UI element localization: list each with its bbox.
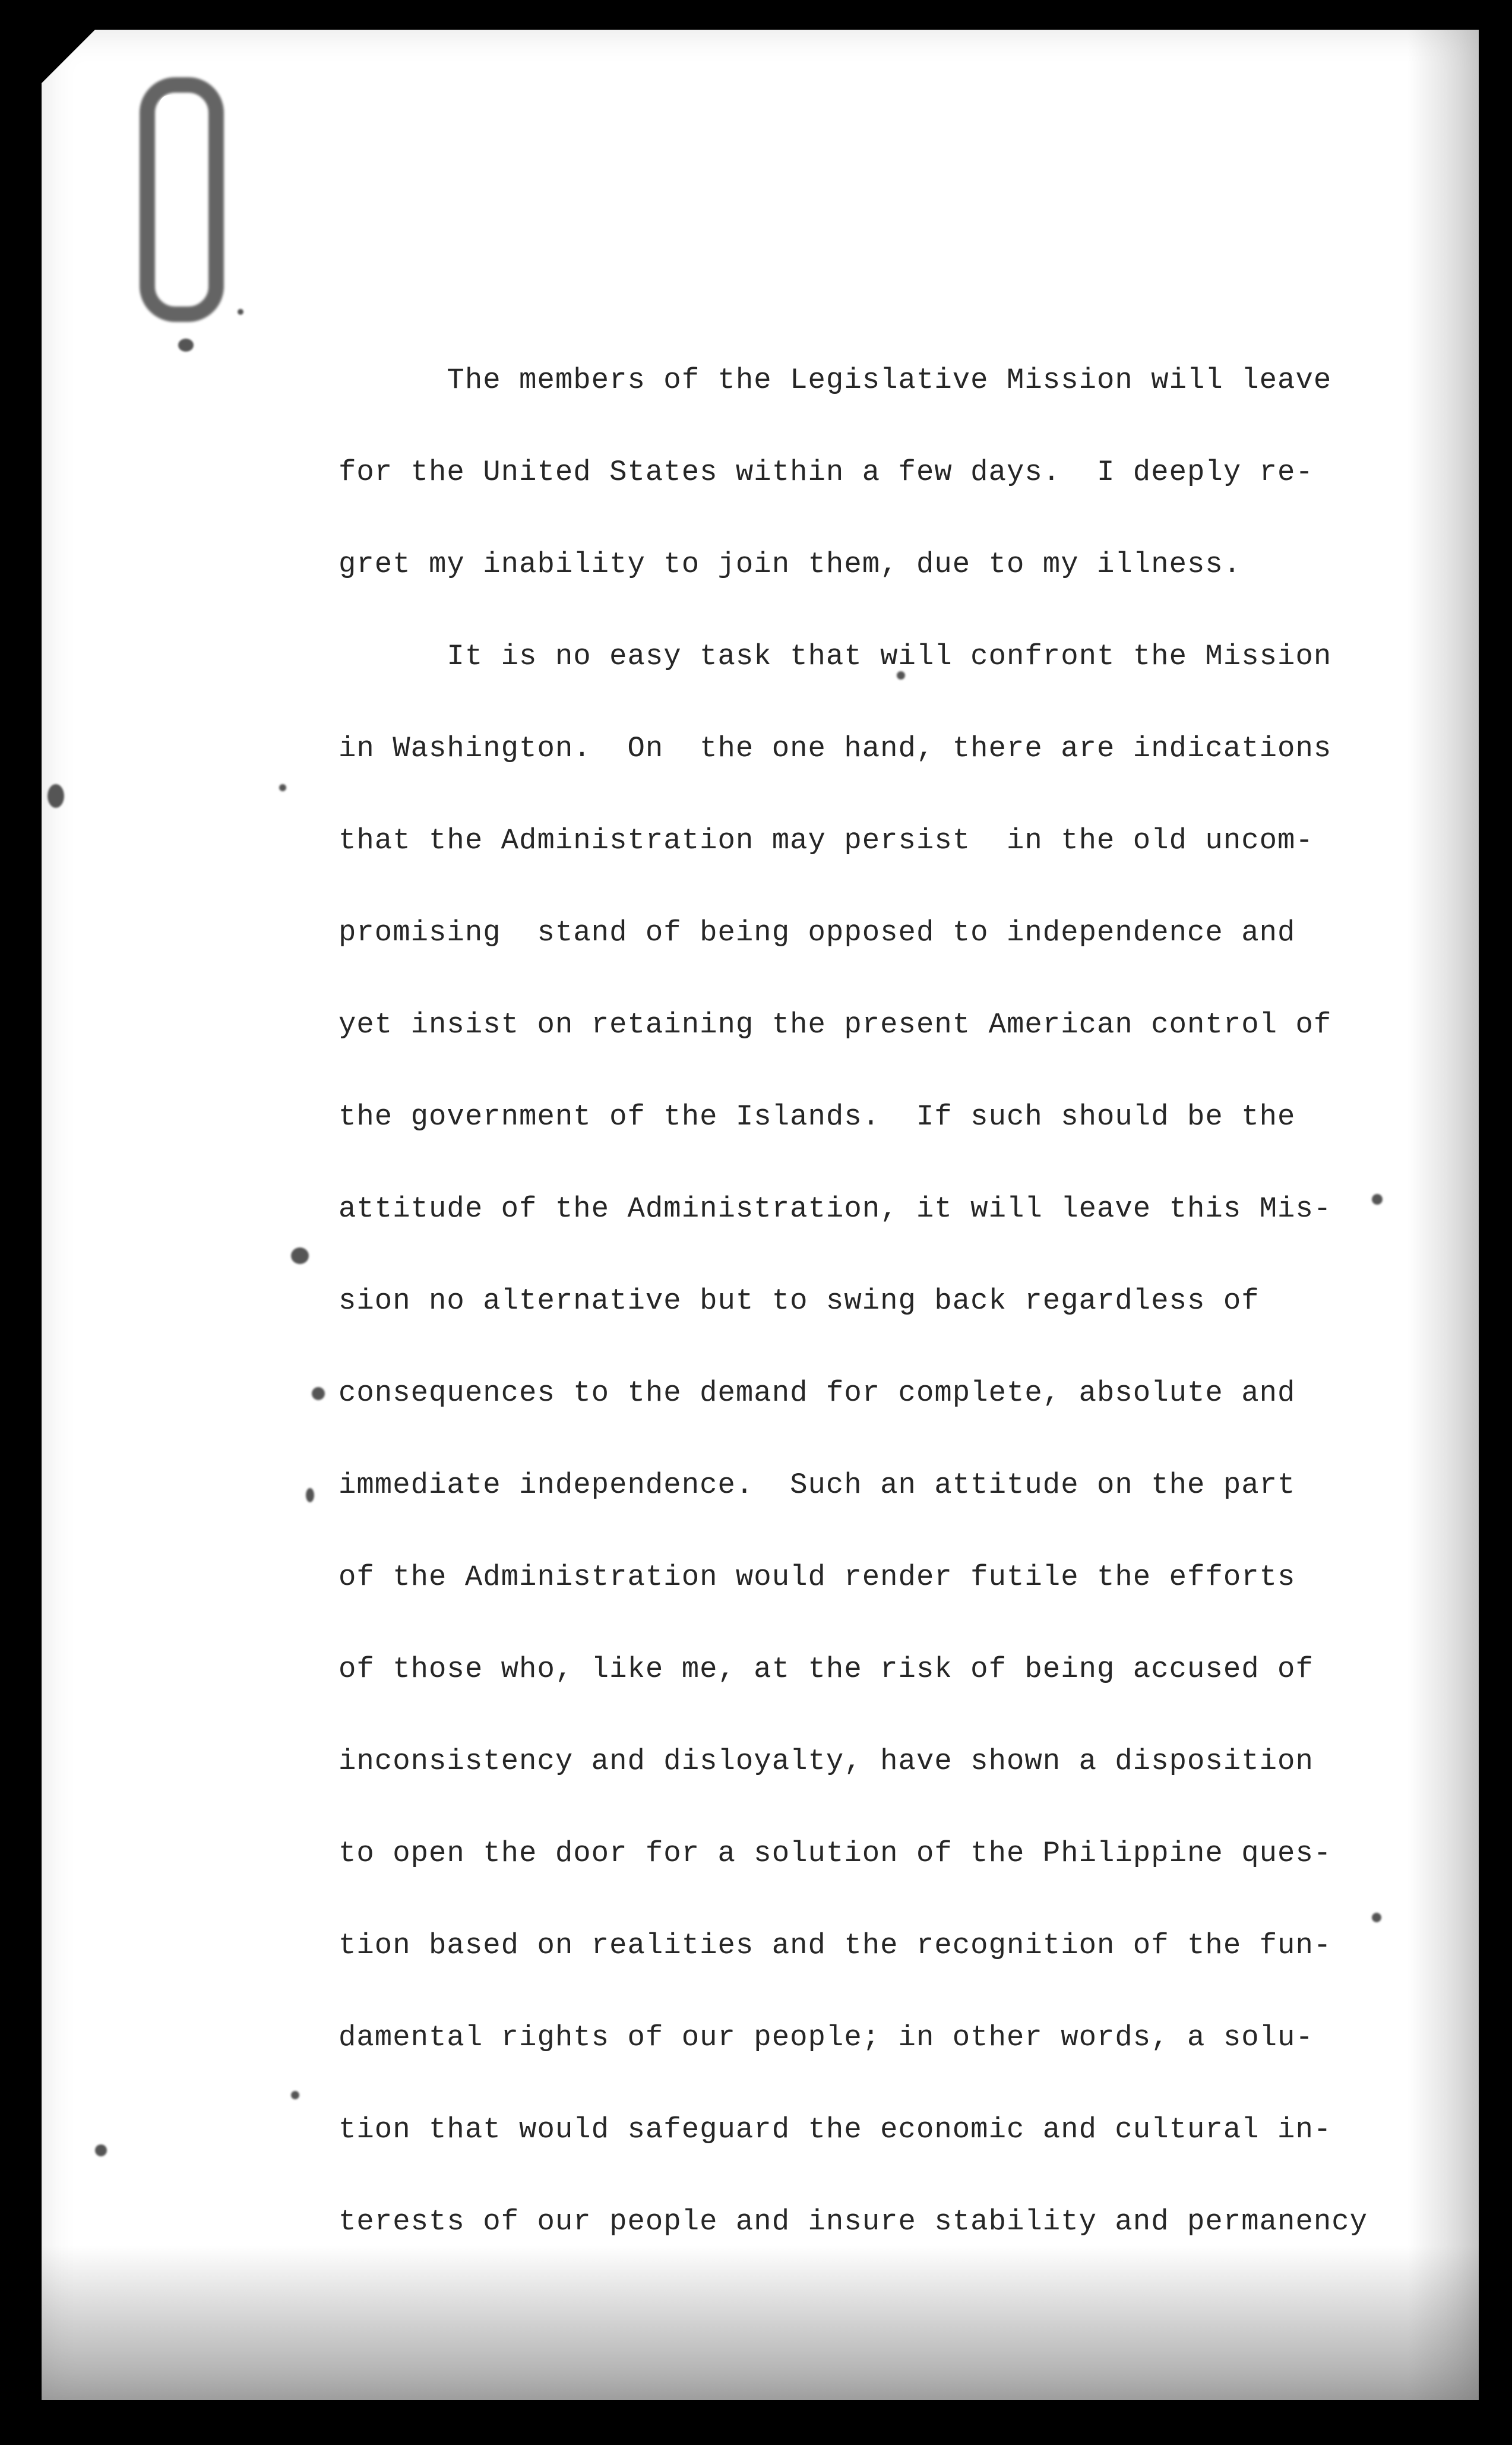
text-line: immediate independence. Such an attitude on the part: [339, 1468, 1296, 1502]
ink-speck: [178, 339, 194, 352]
ink-speck: [238, 309, 243, 315]
text-line: of those who, like me, at the risk of being accused of: [339, 1653, 1314, 1686]
ink-speck: [312, 1387, 325, 1400]
paper-clip-mark-inner: [159, 95, 179, 244]
page-edge-stain: [1407, 30, 1479, 2400]
text-line: It is no easy task that will confront the Mission: [339, 640, 1332, 673]
ink-speck: [95, 2144, 107, 2156]
ink-speck: [48, 784, 64, 808]
paper-clip-mark: [140, 77, 224, 322]
text-line: the government of the Islands. If such should be the: [339, 1100, 1296, 1133]
ink-speck: [306, 1488, 314, 1502]
text-line: sion no alternative but to swing back regardless of: [339, 1284, 1260, 1318]
text-line: for the United States within a few days. I deeply re-: [339, 456, 1314, 489]
text-line: in Washington. On the one hand, there are indications: [339, 732, 1332, 765]
text-line: inconsistency and disloyalty, have shown a disposition: [339, 1745, 1314, 1778]
text-line: of the Administration would render futile the efforts: [339, 1560, 1296, 1594]
text-line: The members of the Legislative Mission will leave: [339, 364, 1332, 397]
text-line: consequences to the demand for complete, absolute and: [339, 1376, 1296, 1410]
text-line: tion that would safeguard the economic and cultural in-: [339, 2113, 1332, 2146]
text-line: that the Administration may persist in the old uncom-: [339, 824, 1314, 857]
typed-page: [42, 30, 1479, 2400]
ink-speck: [291, 2091, 299, 2099]
folded-corner: [42, 30, 95, 83]
text-line: yet insist on retaining the present American control of: [339, 1008, 1332, 1041]
text-line: terests of our people and insure stability and permanency: [339, 2205, 1368, 2238]
text-line: gret my inability to join them, due to my illness.: [339, 548, 1242, 581]
text-line: to open the door for a solution of the Philippine ques-: [339, 1837, 1332, 1870]
typed-text-body: [339, 350, 1407, 2284]
text-line: attitude of the Administration, it will leave this Mis-: [339, 1192, 1332, 1225]
text-line: tion based on realities and the recognition of the fun-: [339, 1929, 1332, 1962]
text-line: promising stand of being opposed to independence and: [339, 916, 1296, 949]
ink-speck: [291, 1247, 309, 1264]
text-line: damental rights of our people; in other words, a solu-: [339, 2021, 1314, 2054]
ink-speck: [279, 784, 286, 791]
